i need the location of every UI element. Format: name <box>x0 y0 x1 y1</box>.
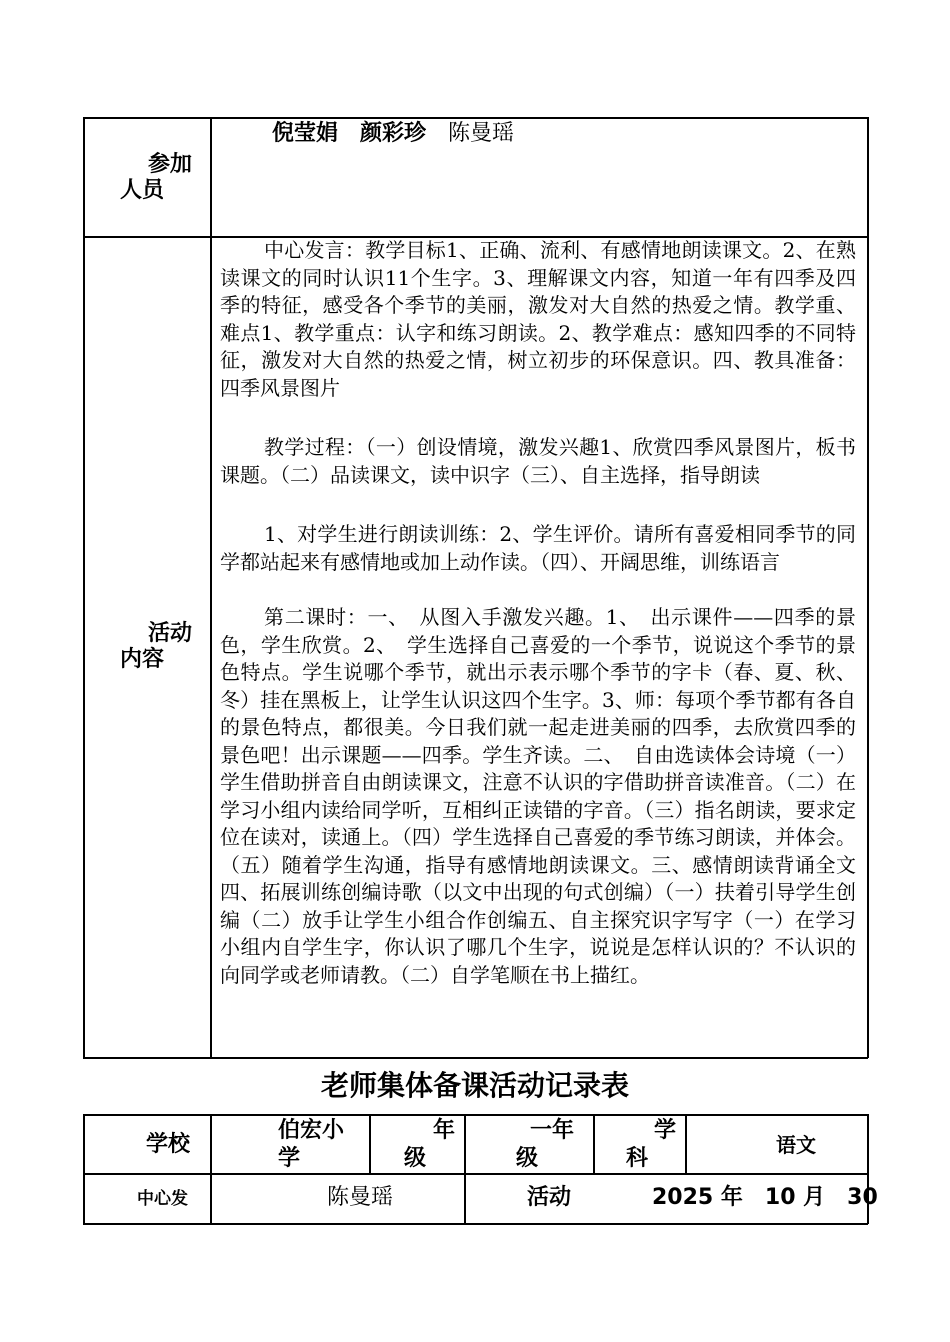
participants-names <box>272 120 514 148</box>
content-paragraph-2: 教学过程：（一）创设情境，激发兴趣1、欣赏四季风景图片，板书课题。（二）品读课文，读中识字（三）、自主选择，指导朗读 <box>220 435 856 487</box>
participants-other-name: 陈曼瑶 <box>448 121 515 146</box>
activity-date: 2025 年 10 月 30 <box>652 1185 878 1210</box>
content-paragraph-3: 1、对学生进行朗读训练：2、学生评价。请所有喜爱相同季节的同学都站起来有感情地或加上动作读。（四）、开阔思维，训练语言 <box>220 522 856 574</box>
school-value-line2: 学 <box>278 1146 301 1171</box>
speaker-label: 中心发 <box>137 1189 188 1209</box>
school-label: 学校 <box>146 1132 191 1157</box>
speaker-value: 陈曼瑶 <box>327 1185 394 1210</box>
content-paragraph-4: 第二课时：一、 从图入手激发兴趣。1、 出示课件——四季的景色，学生欣赏。2、 学生选择自己喜爱的一个季节，说说这个季节的景色特点。学生说哪个季节，就出示表示哪个季节的字卡（春、夏、秋、冬）挂在黑板上，让学生认识这四个生字。3、师：每项个季节都有各自的景色特点，都很美。今日我们就一起走进美丽的四季，去欣赏四季的景色吧！出示课题——四季。学生齐读。二、 自由选读体会诗境（一）学生借助拼音自由朗读课文，注意不认识的字借助拼音读准音。（二）在学习小组内读给同学听，互相纠正读错的字音。（三）指名朗读，要求定位在读对，读通上。（四）学生选择自己喜爱的季节练习朗读，并体会。（五）随着学生沟通，指导有感情地朗读课文。三、感情朗读背诵全文四、拓展训练创编诗歌（以文中出现的句式创编）（一）扶着引导学生创编（二）放手让学生小组合作创编五、自主探究识字写字（一）在学习小组内自学生字，你认识了哪几个生字，说说是怎样认识的？不认识的向同学或老师请教。（二）自学笔顺在书上描红。 <box>220 605 856 987</box>
school-value-line1: 伯宏小 <box>278 1118 345 1143</box>
subject-label-line1: 学 <box>654 1118 677 1143</box>
participants-label: 参加人员 <box>120 152 193 203</box>
grade-value-line1: 一年 <box>530 1118 575 1143</box>
grade-label-line2: 级 <box>404 1146 427 1171</box>
subject-label-line2: 科 <box>626 1146 649 1171</box>
content-paragraph-1: 中心发言：教学目标1、正确、流利、有感情地朗读课文。2、在熟读课文的同时认识11个生字。3、理解课文内容，知道一年有四季及四季的特征，感受各个季节的美丽，激发对大自然的热爱之情。教学重、难点1、教学重点：认字和练习朗读。2、教学难点：感知四季的不同特征，激发对大自然的热爱之情，树立初步的环保意识。四、教具准备：四季风景图片 <box>220 238 856 400</box>
form-title: 老师集体备课活动记录表 <box>320 1069 629 1102</box>
activity-label: 活动 <box>527 1185 572 1210</box>
grade-value-line2: 级 <box>516 1146 539 1171</box>
participants-bold-names: 倪莹娟 颜彩珍 <box>272 121 427 146</box>
grade-label-line1: 年 <box>433 1118 456 1143</box>
subject-value: 语文 <box>776 1133 816 1157</box>
activity-content-label: 活动内容 <box>120 621 193 672</box>
